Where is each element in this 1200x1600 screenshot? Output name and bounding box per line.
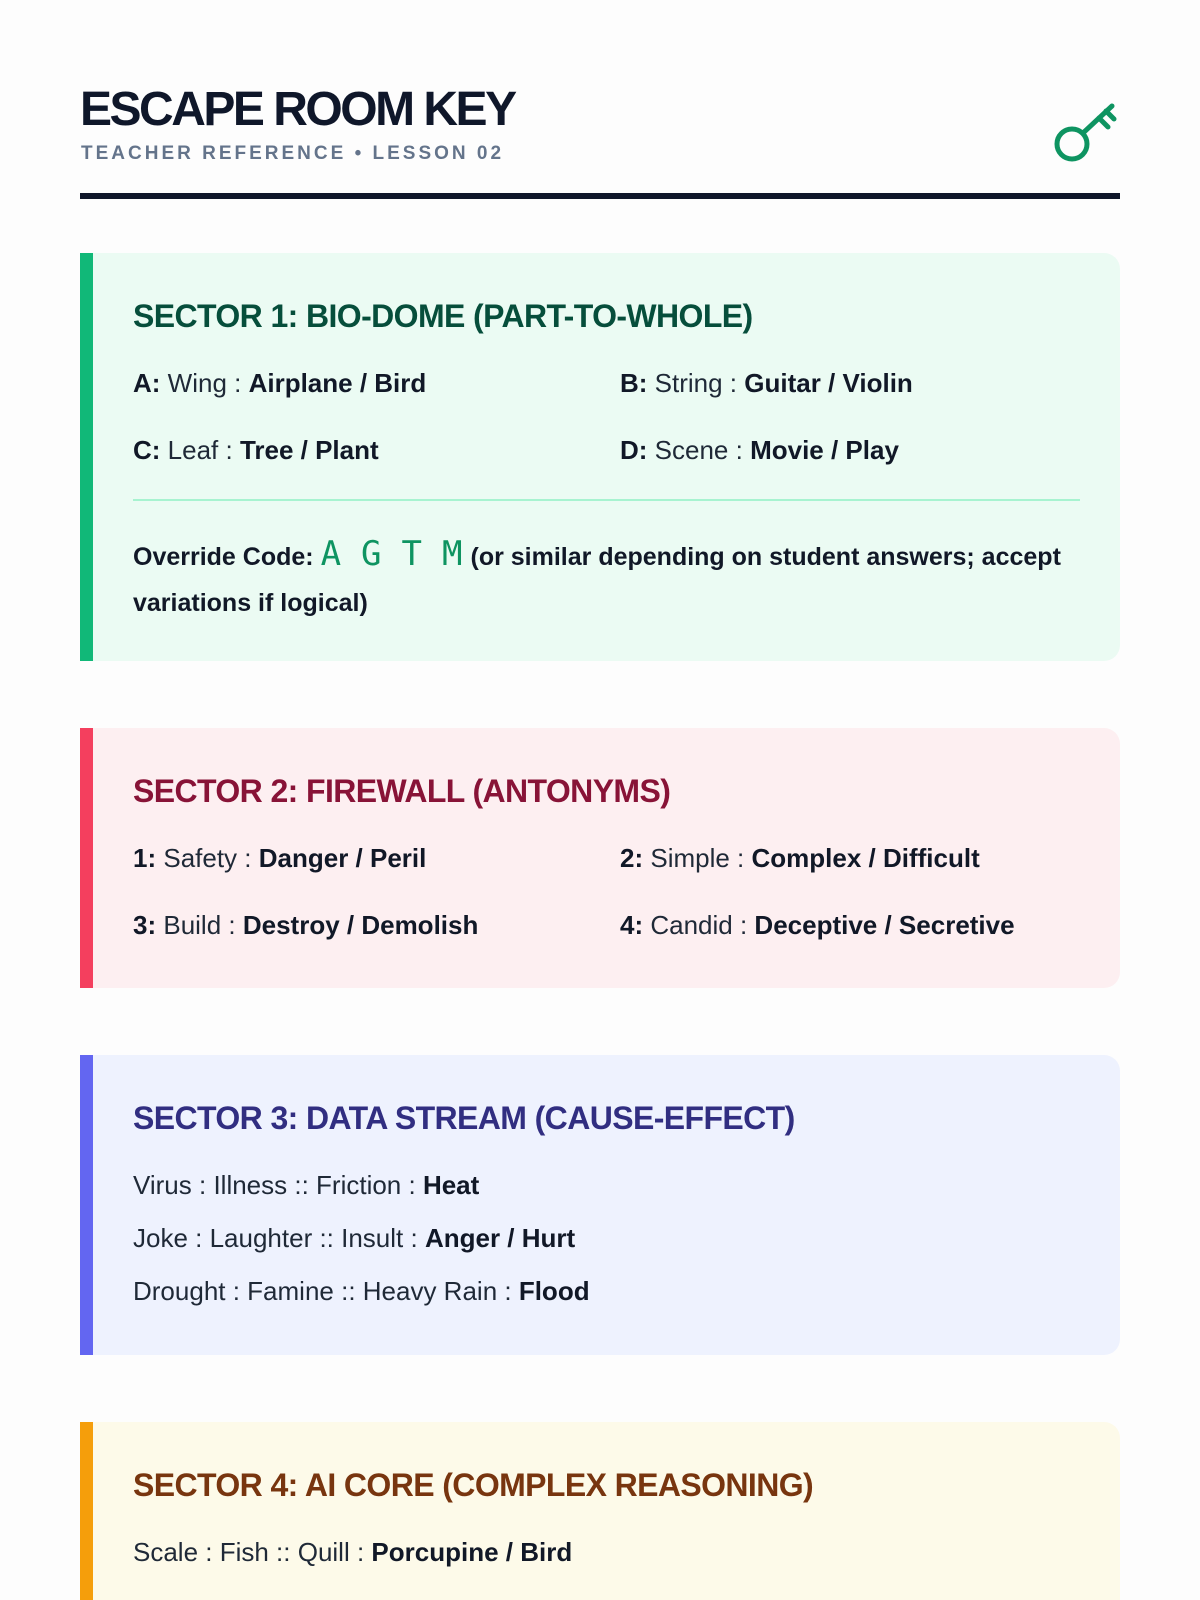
sector-3-line-1 [133, 1169, 479, 1201]
item-answer: Complex / Difficult [751, 843, 980, 873]
item-prompt: Simple : [643, 843, 752, 873]
item-answer: Airplane / Bird [248, 368, 427, 398]
sector-3-line-2 [133, 1222, 575, 1254]
code-letter: T [401, 534, 427, 574]
item-prompt: String : [647, 368, 745, 398]
sector-1-item-a [133, 367, 426, 399]
item-label: B: [620, 368, 648, 398]
line-answer: Anger / Hurt [424, 1223, 576, 1253]
key-icon [1054, 100, 1120, 166]
item-prompt: Candid : [643, 910, 755, 940]
sector-1-item-d [620, 434, 899, 466]
sector-2-item-3 [133, 909, 478, 941]
line-answer: Heat [422, 1170, 480, 1200]
override-code [133, 531, 1073, 626]
item-answer: Movie / Play [750, 435, 899, 465]
item-prompt: Leaf : [160, 435, 240, 465]
item-label: 4: [620, 910, 644, 940]
sector-2-item-4 [620, 909, 1015, 941]
line-answer: Porcupine / Bird [371, 1537, 573, 1567]
line-prompt: Scale : Fish :: Quill : [133, 1537, 372, 1567]
line-prompt: Joke : Laughter :: Insult : [133, 1223, 425, 1253]
sector-3-title: SECTOR 3: DATA STREAM (CAUSE-EFFECT) [133, 1100, 795, 1136]
sector-2-item-1 [133, 842, 426, 874]
line-prompt: Virus : Illness :: Friction : [133, 1170, 423, 1200]
sector-1-card [80, 253, 1120, 661]
sector-3-line-3 [133, 1275, 590, 1307]
item-label: 3: [133, 910, 157, 940]
page-subtitle: TEACHER REFERENCE • LESSON 02 [81, 143, 505, 164]
override-code-note: (or similar depending on student answers; accept variations if logical) [133, 543, 1061, 617]
code-letter: M [442, 534, 467, 574]
sector-1-item-b [620, 367, 913, 399]
item-answer: Destroy / Demolish [242, 910, 479, 940]
item-prompt: Build : [156, 910, 243, 940]
answer-key-page [80, 0, 1120, 1567]
item-label: 2: [620, 843, 644, 873]
item-prompt: Wing : [160, 368, 249, 398]
item-prompt: Scene : [647, 435, 751, 465]
item-label: C: [133, 435, 161, 465]
item-label: 1: [133, 843, 157, 873]
sector-2-title: SECTOR 2: FIREWALL (ANTONYMS) [133, 773, 671, 809]
sector-1-item-c [133, 434, 379, 466]
sector-1-title: SECTOR 1: BIO-DOME (PART-TO-WHOLE) [133, 298, 753, 334]
sector-3-card [80, 1055, 1120, 1355]
override-code-label: Override Code: [133, 543, 321, 571]
sector-2-card [80, 728, 1120, 988]
item-label: D: [620, 435, 648, 465]
item-label: A: [133, 368, 161, 398]
page-title: ESCAPE ROOM KEY [80, 83, 515, 136]
item-answer: Tree / Plant [239, 435, 379, 465]
code-letter: G [361, 534, 386, 574]
item-answer: Deceptive / Secretive [754, 910, 1015, 940]
item-prompt: Safety : [156, 843, 259, 873]
line-prompt: Drought : Famine :: Heavy Rain : [133, 1276, 519, 1306]
header-divider [80, 193, 1120, 199]
override-code-letters [321, 534, 471, 574]
sector-2-item-2 [620, 842, 980, 874]
code-letter: A [320, 534, 346, 574]
sector-4-card [80, 1422, 1120, 1600]
sector-1-divider [133, 499, 1080, 501]
page-header [80, 0, 1120, 200]
item-answer: Guitar / Violin [744, 368, 913, 398]
item-answer: Danger / Peril [258, 843, 427, 873]
line-answer: Flood [518, 1276, 590, 1306]
sector-4-line-1 [133, 1536, 572, 1568]
sector-4-title: SECTOR 4: AI CORE (COMPLEX REASONING) [133, 1467, 814, 1503]
